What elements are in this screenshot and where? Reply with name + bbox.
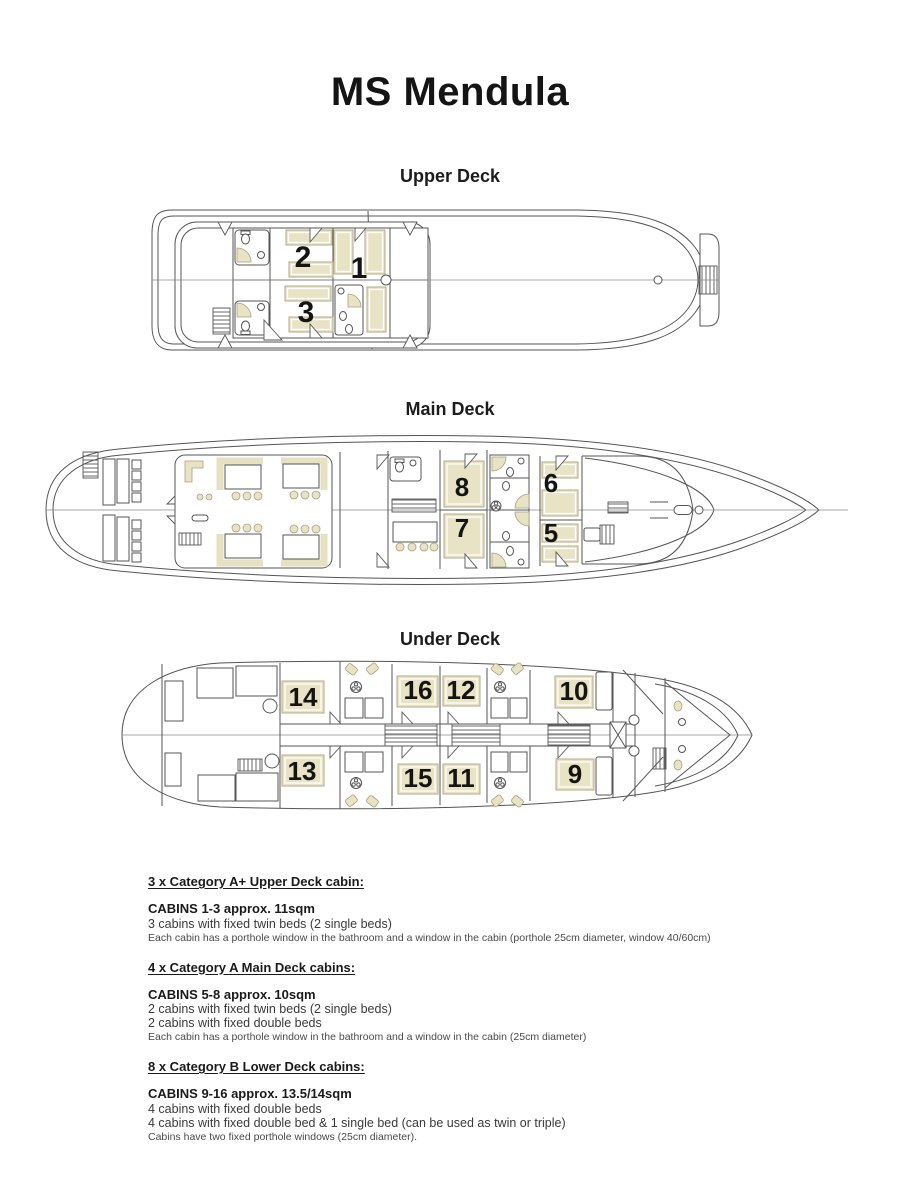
under-deck-plan	[110, 656, 765, 816]
porthole	[265, 754, 279, 768]
cabin-number-2: 2	[294, 241, 312, 274]
side-table	[192, 515, 208, 521]
sink-icon	[258, 252, 265, 259]
windlass-icon	[674, 506, 692, 515]
stairs-icon	[385, 724, 437, 746]
toilet-icon	[241, 331, 250, 335]
stairs-icon	[213, 308, 230, 334]
cabin-number-5: 5	[543, 518, 559, 548]
category-a-section	[148, 960, 778, 1045]
sink-icon	[410, 460, 416, 466]
main-deck-label: Main Deck	[405, 399, 495, 419]
cabin-1-bathroom	[335, 285, 363, 335]
cabins-subheading: CABINS 1-3 approx. 11sqm	[148, 901, 315, 916]
upper-deck-label: Upper Deck	[399, 166, 501, 186]
crew-table	[393, 522, 437, 542]
fan-icon	[495, 778, 506, 789]
toilet-icon	[242, 321, 250, 331]
cabin-number-10: 10	[559, 676, 589, 706]
category-a-plus-section	[148, 874, 778, 945]
cabin-number-14: 14	[288, 682, 318, 712]
sink-icon	[518, 458, 524, 464]
sink-icon	[679, 746, 686, 753]
cabin-number-13: 13	[287, 756, 317, 786]
cabin-number-9: 9	[567, 759, 583, 789]
stairs-icon	[452, 724, 500, 746]
sink-icon	[629, 746, 639, 756]
cabin-detail-line: 4 cabins with fixed double beds	[148, 1102, 322, 1116]
window-panel	[596, 757, 612, 795]
stairs-icon	[83, 452, 98, 478]
windlass-icon	[695, 506, 703, 514]
salon	[167, 455, 332, 568]
deck-hatch	[584, 528, 600, 541]
stairs-icon	[238, 759, 262, 771]
category-heading: 3 x Category A+ Upper Deck cabin:	[148, 874, 364, 889]
cabins-subheading: CABINS 9-16 approx. 13.5/14sqm	[148, 1086, 352, 1102]
cabin-info	[148, 874, 778, 1159]
stairs-icon	[179, 533, 201, 545]
cabin-number-12: 12	[446, 675, 476, 705]
toilet-icon	[507, 468, 514, 477]
dining-table	[225, 465, 261, 489]
cabin-detail-line: 3 cabins with fixed twin beds (2 single beds)	[148, 916, 392, 931]
dining-table	[225, 534, 261, 558]
cabin-detail-line: 2 cabins with fixed double beds	[148, 1016, 322, 1031]
sink-icon	[338, 288, 344, 294]
toilet-icon	[507, 547, 514, 556]
cabin-number-8: 8	[454, 472, 470, 502]
toilet-icon	[674, 701, 682, 711]
toilet-icon	[396, 462, 404, 472]
toilet-icon	[346, 325, 353, 334]
sink-icon	[258, 304, 265, 311]
toilet-icon	[503, 532, 510, 541]
sink-icon	[629, 715, 639, 725]
cabin-note: Each cabin has a porthole window in the bathroom and a window in the cabin (porthole 25cm diameter, window 40/60cm)	[148, 931, 711, 944]
stairs-icon	[392, 499, 436, 512]
toilet-icon	[503, 482, 510, 491]
ladder-icon	[548, 725, 590, 745]
cabin-number-16: 16	[403, 675, 433, 705]
main-deck-plan	[40, 430, 860, 594]
mast-base	[654, 276, 662, 284]
cabin-number-3: 3	[297, 296, 315, 329]
cabin-note: Cabins have two fixed porthole windows (25cm diameter).	[148, 1131, 418, 1143]
cabin-number-11: 11	[447, 763, 475, 793]
ladder-icon	[600, 525, 614, 544]
fan-icon	[351, 778, 362, 789]
under-deck-label: Under Deck	[399, 629, 501, 649]
cabin-number-6: 6	[543, 468, 559, 498]
bathroom-top	[235, 230, 269, 265]
cabin-number-7: 7	[454, 513, 470, 543]
ladder-icon	[653, 748, 666, 769]
mast-base	[381, 275, 391, 285]
window-panel	[596, 672, 612, 710]
fan-icon	[495, 682, 506, 693]
toilet-icon	[340, 312, 347, 321]
toilet-icon	[674, 760, 682, 770]
category-heading: 4 x Category A Main Deck cabins:	[148, 959, 356, 975]
sink-icon	[679, 719, 686, 726]
category-b-section	[148, 1059, 778, 1144]
porthole	[263, 699, 277, 713]
cabins-subheading: CABINS 5-8 approx. 10sqm	[148, 986, 316, 1002]
cabin-number-1: 1	[350, 252, 368, 285]
category-heading: 8 x Category B Lower Deck cabins:	[148, 1059, 365, 1075]
upper-deck-plan	[148, 198, 720, 362]
cabin-note: Each cabin has a porthole window in the bathroom and a window in the cabin (25cm diameter)	[148, 1031, 587, 1044]
ladder-icon	[608, 502, 628, 513]
cabin-detail-line: 4 cabins with fixed double bed & 1 single bed (can be used as twin or triple)	[148, 1116, 566, 1130]
fan-icon	[491, 501, 501, 511]
toilet-icon	[242, 234, 250, 244]
dining-table	[283, 464, 319, 488]
sink-icon	[518, 559, 524, 565]
dining-table	[283, 535, 319, 559]
page-title: MS Mendula	[330, 70, 570, 114]
cabin-number-15: 15	[403, 763, 433, 793]
fan-icon	[351, 682, 362, 693]
cabin-detail-line: 2 cabins with fixed twin beds (2 single beds)	[148, 1002, 392, 1017]
watertight-door	[610, 722, 626, 748]
